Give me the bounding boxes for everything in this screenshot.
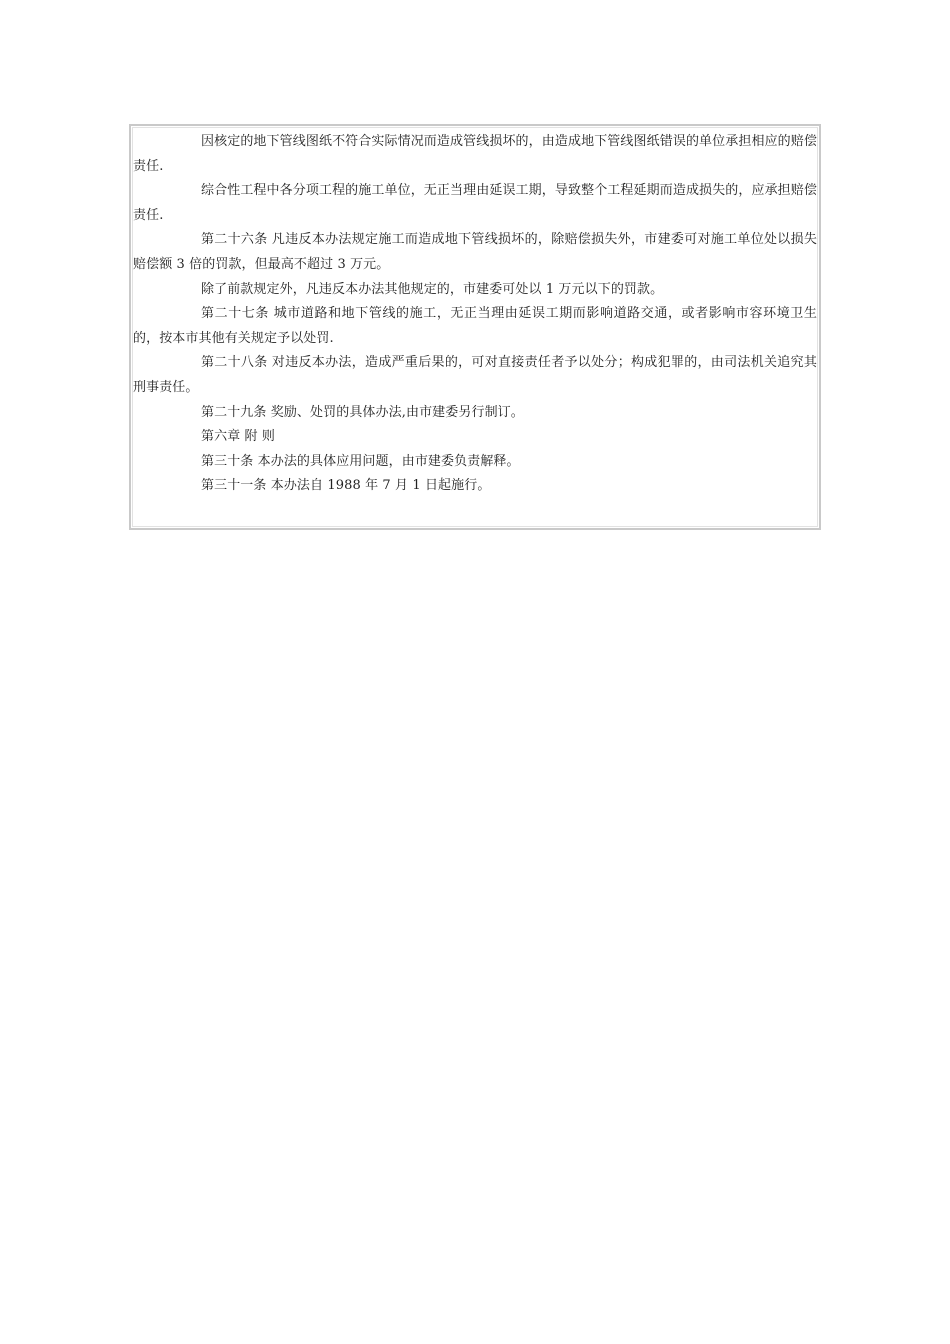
paragraph-pipeline-drawing-liability: 因核定的地下管线图纸不符合实际情况而造成管线损坏的，由造成地下管线图纸错误的单位承担相应的赔偿责任. bbox=[133, 134, 817, 174]
paragraph-article-28: 第二十八条 对违反本办法，造成严重后果的，可对直接责任者予以处分；构成犯罪的，由司法机关追究其刑事责任。 bbox=[133, 355, 817, 395]
paragraph-subcontractor-delay-liability: 综合性工程中各分项工程的施工单位，无正当理由延误工期，导致整个工程延期而造成损失的，应承担赔偿责任. bbox=[133, 183, 817, 223]
document-frame bbox=[129, 124, 821, 530]
paragraph-article-31: 第三十一条 本办法自 1988 年 7 月 1 日起施行。 bbox=[201, 478, 491, 494]
paragraph-article-26: 第二十六条 凡违反本办法规定施工而造成地下管线损坏的，除赔偿损失外，市建委可对施工单位处以损失赔偿额 3 倍的罚款，但最高不超过 3 万元。 bbox=[133, 232, 817, 272]
document-body bbox=[133, 130, 817, 499]
paragraph-other-violations-fine: 除了前款规定外，凡违反本办法其他规定的，市建委可处以 1 万元以下的罚款。 bbox=[201, 281, 664, 297]
paragraph-article-29: 第二十九条 奖励、处罚的具体办法,由市建委另行制订。 bbox=[201, 404, 524, 420]
chapter-heading-supplementary: 第六章 附 则 bbox=[201, 429, 275, 445]
paragraph-article-27: 第二十七条 城市道路和地下管线的施工，无正当理由延误工期而影响道路交通，或者影响市容环境卫生的，按本市其他有关规定予以处罚. bbox=[133, 306, 817, 346]
paragraph-article-30: 第三十条 本办法的具体应用问题，由市建委负责解释。 bbox=[201, 453, 520, 469]
